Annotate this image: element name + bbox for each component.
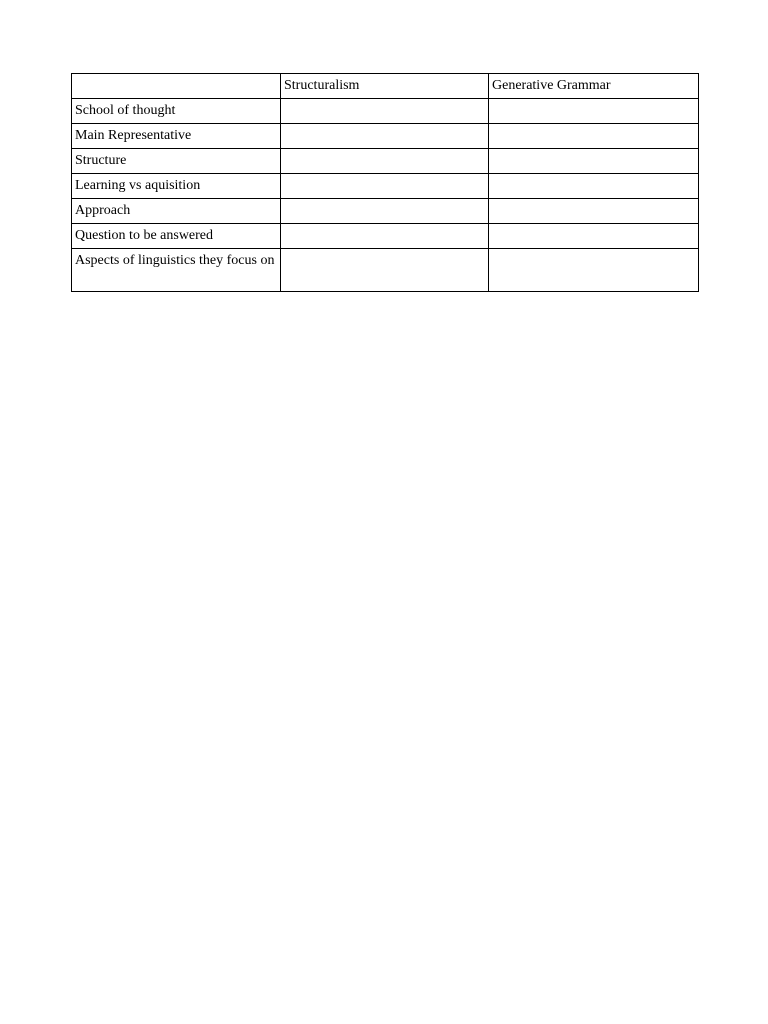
cell-learning-vs-aquisition-generative-grammar[interactable] (489, 174, 699, 199)
cell-approach-generative-grammar[interactable] (489, 199, 699, 224)
header-cell-structuralism[interactable]: Structuralism (281, 74, 489, 99)
table-row (72, 199, 699, 224)
row-label-structure[interactable]: Structure (72, 149, 281, 174)
cell-school-of-thought-generative-grammar[interactable] (489, 99, 699, 124)
cell-question-to-be-answered-structuralism[interactable] (281, 224, 489, 249)
row-label-learning-vs-aquisition[interactable]: Learning vs aquisition (72, 174, 281, 199)
row-label-aspects-of-linguistics[interactable]: Aspects of linguistics they focus on (72, 249, 281, 292)
row-label-main-representative[interactable]: Main Representative (72, 124, 281, 149)
header-cell-empty[interactable] (72, 74, 281, 99)
comparison-table (71, 73, 699, 292)
cell-structure-generative-grammar[interactable] (489, 149, 699, 174)
table-row (72, 249, 699, 292)
row-label-school-of-thought[interactable]: School of thought (72, 99, 281, 124)
cell-approach-structuralism[interactable] (281, 199, 489, 224)
cell-aspects-of-linguistics-generative-grammar[interactable] (489, 249, 699, 292)
table-row (72, 149, 699, 174)
row-label-question-to-be-answered[interactable]: Question to be answered (72, 224, 281, 249)
cell-school-of-thought-structuralism[interactable] (281, 99, 489, 124)
table-row (72, 124, 699, 149)
table-row (72, 174, 699, 199)
cell-structure-structuralism[interactable] (281, 149, 489, 174)
cell-learning-vs-aquisition-structuralism[interactable] (281, 174, 489, 199)
header-row (72, 74, 699, 99)
table-row (72, 99, 699, 124)
table-row (72, 224, 699, 249)
cell-aspects-of-linguistics-structuralism[interactable] (281, 249, 489, 292)
cell-question-to-be-answered-generative-grammar[interactable] (489, 224, 699, 249)
cell-main-representative-structuralism[interactable] (281, 124, 489, 149)
cell-main-representative-generative-grammar[interactable] (489, 124, 699, 149)
header-cell-generative-grammar[interactable]: Generative Grammar (489, 74, 699, 99)
row-label-approach[interactable]: Approach (72, 199, 281, 224)
